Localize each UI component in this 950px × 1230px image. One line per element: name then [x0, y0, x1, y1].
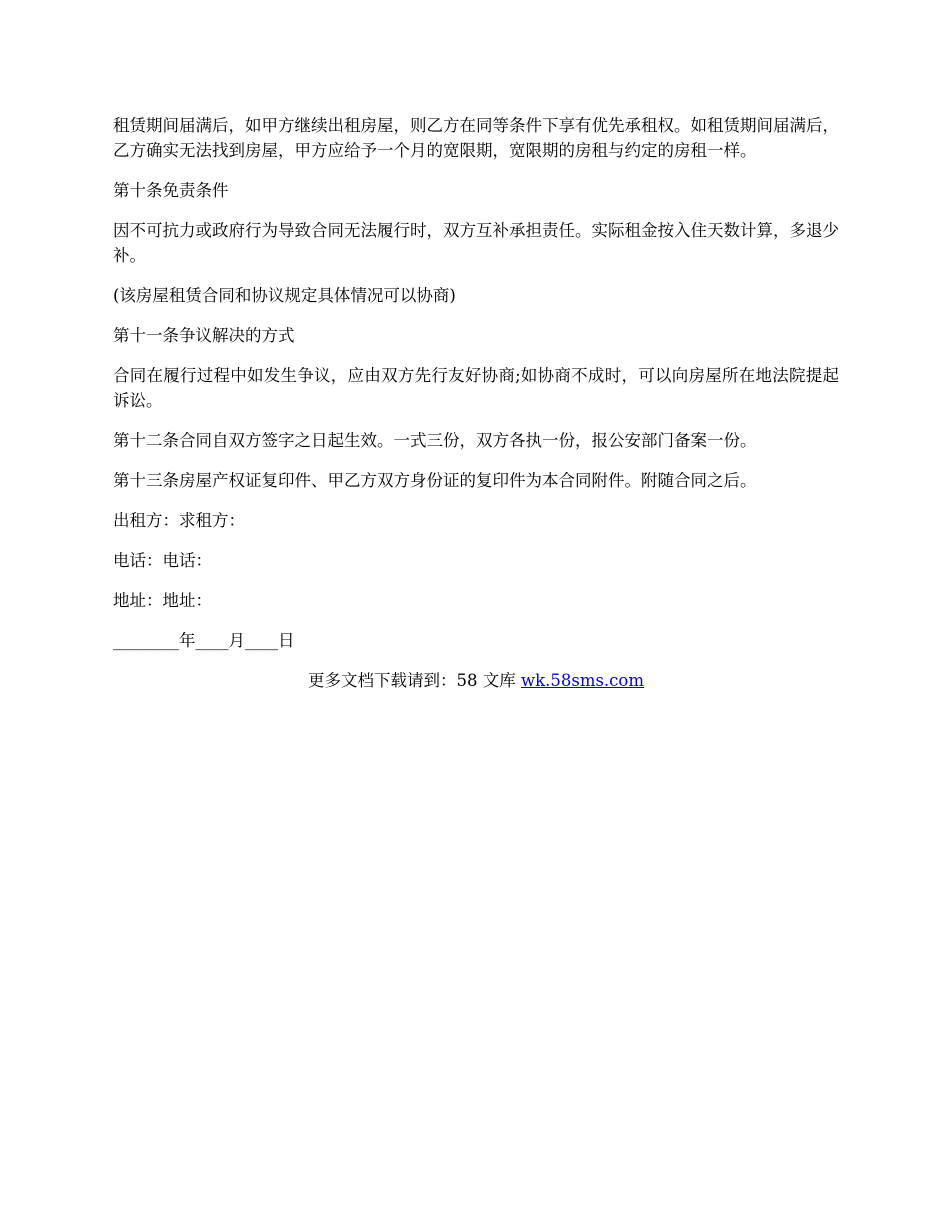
footer-link[interactable]: wk.58sms.com [520, 671, 644, 690]
signature-date: ________年____月____日 [113, 631, 295, 650]
signature-address: 地址：地址： [113, 591, 212, 610]
document-page [113, 113, 839, 693]
paragraph-negotiable-note: (该房屋租赁合同和协议规定具体情况可以协商) [113, 286, 456, 305]
paragraph-article-13: 第十三条房屋产权证复印件、甲乙方双方身份证的复印件为本合同附件。附随合同之后。 [113, 471, 757, 490]
paragraph-force-majeure: 因不可抗力或政府行为导致合同无法履行时，双方互补承担责任。实际租金按入住天数计算，多退少补。 [113, 221, 839, 265]
paragraph-article-12: 第十二条合同自双方签字之日起生效。一式三份，双方各执一份，报公安部门备案一份。 [113, 431, 757, 450]
footer [113, 668, 839, 693]
signature-phone: 电话：电话： [113, 551, 212, 570]
paragraph-lease-renewal: 租赁期间届满后，如甲方继续出租房屋，则乙方在同等条件下享有优先承租权。如租赁期间届满后，乙方确实无法找到房屋，甲方应给予一个月的宽限期，宽限期的房租与约定的房租一样。 [113, 116, 839, 160]
paragraph-dispute-resolution: 合同在履行过程中如发生争议，应由双方先行友好协商;如协商不成时，可以向房屋所在地法院提起诉讼。 [113, 366, 839, 410]
heading-article-11: 第十一条争议解决的方式 [113, 326, 295, 345]
footer-text: 更多文档下载请到：58 文库 [307, 671, 521, 690]
heading-article-10: 第十条免责条件 [113, 181, 229, 200]
signature-parties: 出租方：求租方： [113, 511, 245, 530]
